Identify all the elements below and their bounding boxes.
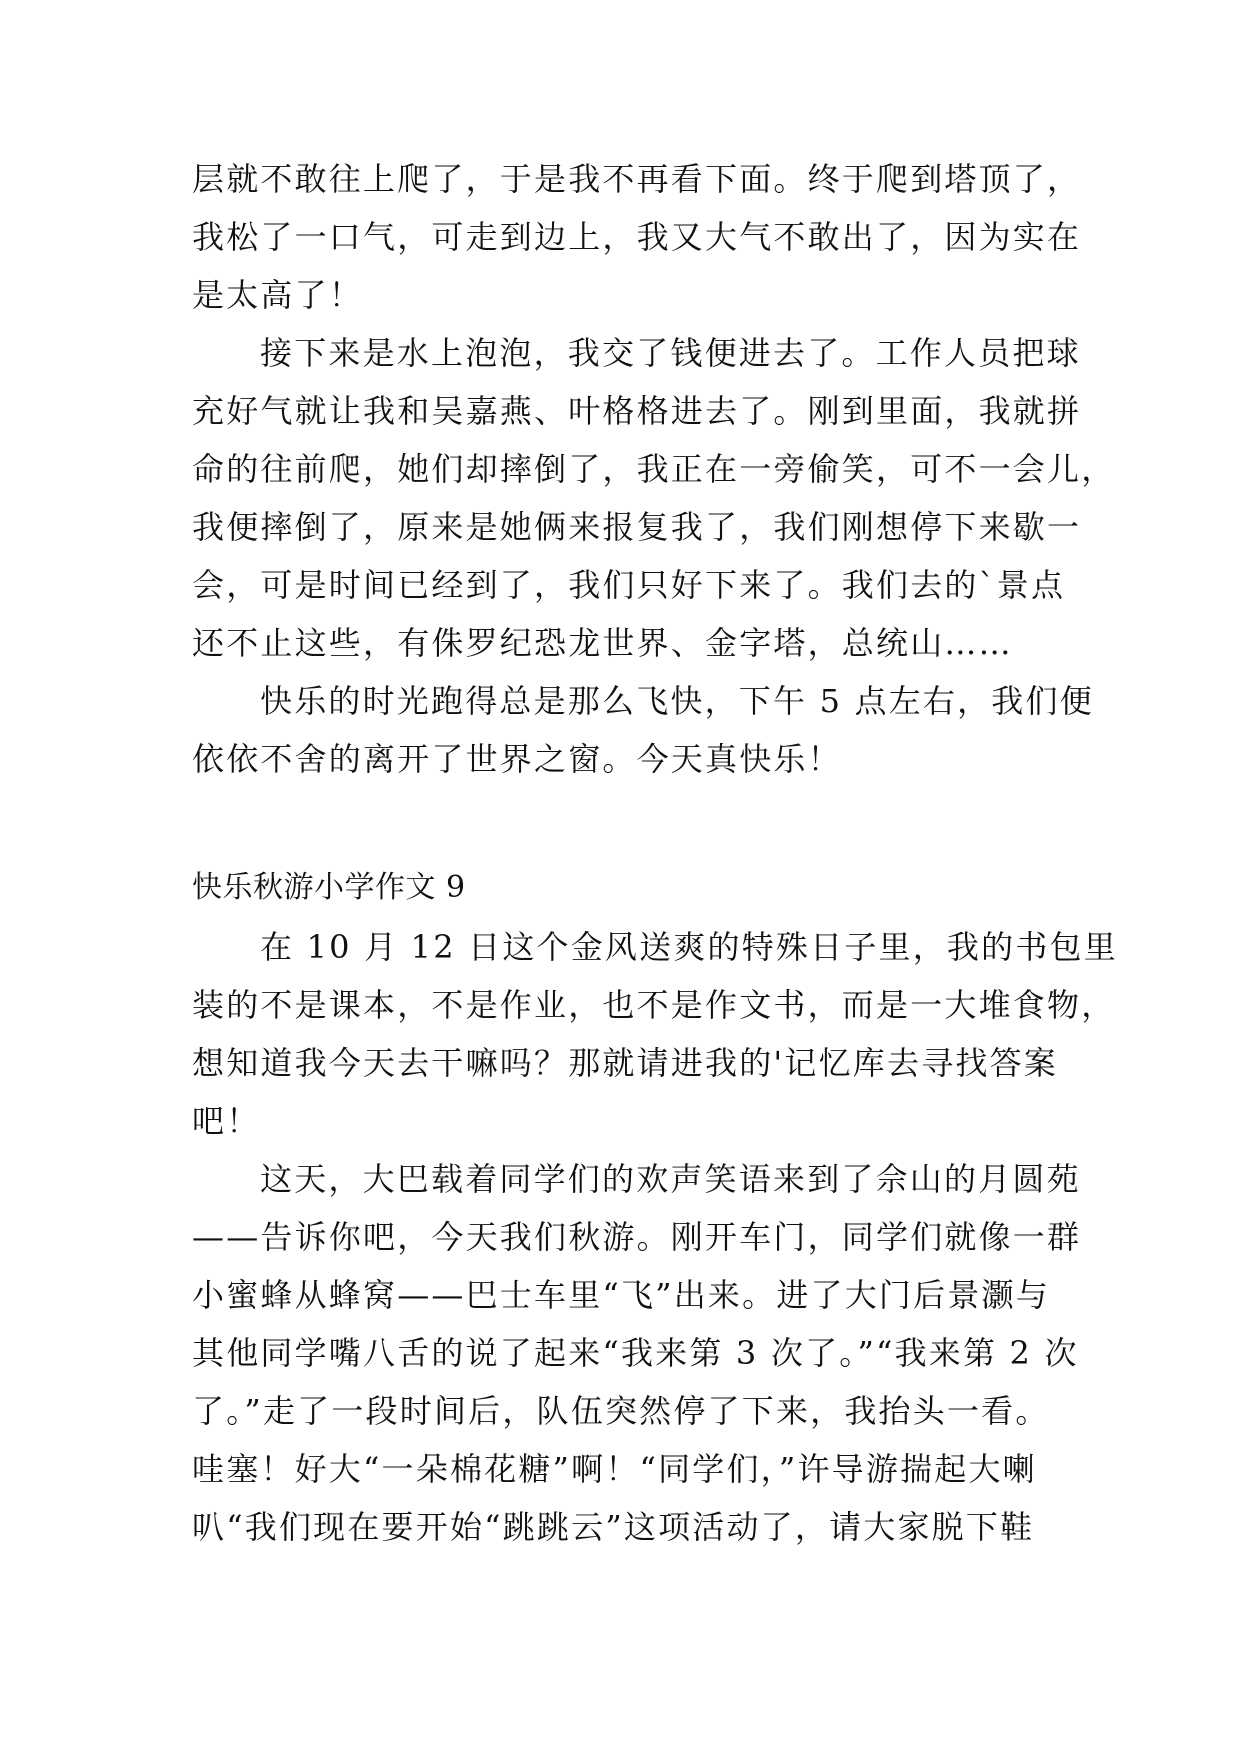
text-line: 层就不敢往上爬了，于是我不再看下面。终于爬到塔顶了， <box>192 160 1082 198</box>
section-title: 快乐秋游小学作文 9 <box>192 870 466 905</box>
text-line: 快乐的时光跑得总是那么飞快，下午 5 点左右，我们便 <box>260 682 1094 720</box>
text-line: 我便摔倒了，原来是她俩来报复我了，我们刚想停下来歇一 <box>192 508 1082 546</box>
text-line: 还不止这些，有侏罗纪恐龙世界、金字塔，总统山…… <box>192 624 1013 662</box>
section-spacer <box>192 788 1060 858</box>
paragraph-5 <box>192 1150 1082 1556</box>
text-line: 想知道我今天去干嘛吗？那就请进我的'记忆库去寻找答案 <box>192 1044 1058 1082</box>
text-line: ——告诉你吧，今天我们秋游。刚开车门，同学们就像一群 <box>192 1218 1082 1256</box>
text-line: 我松了一口气，可走到边上，我又大气不敢出了，因为实在 <box>192 218 1082 256</box>
text-line: 小蜜蜂从蜂窝——巴士车里“飞”出来。进了大门后景灏与 <box>192 1276 1050 1314</box>
text-line: 接下来是水上泡泡，我交了钱便进去了。工作人员把球 <box>260 334 1081 372</box>
text-line: 会，可是时间已经到了，我们只好下来了。我们去的`景点 <box>192 566 1066 604</box>
paragraph-4 <box>192 918 1118 1150</box>
document-page <box>192 150 1118 1556</box>
text-line: 叭“我们现在要开始“跳跳云”这项活动了，请大家脱下鞋 <box>192 1508 1035 1546</box>
text-line: 其他同学嘴八舌的说了起来“我来第 3 次了。”“我来第 2 次 <box>192 1334 1079 1372</box>
text-line: 了。”走了一段时间后，队伍突然停了下来，我抬头一看。 <box>192 1392 1050 1430</box>
text-line: 吧！ <box>192 1102 261 1140</box>
text-line: 充好气就让我和吴嘉燕、叶格格进去了。刚到里面，我就拼 <box>192 392 1082 430</box>
text-line: 这天，大巴载着同学们的欢声笑语来到了佘山的月圆苑 <box>260 1160 1081 1198</box>
paragraph-2 <box>192 324 1116 672</box>
paragraph-1 <box>192 150 1082 324</box>
text-line: 装的不是课本，不是作业，也不是作文书，而是一大堆食物， <box>192 986 1116 1024</box>
text-line: 命的往前爬，她们却摔倒了，我正在一旁偷笑，可不一会儿， <box>192 450 1116 488</box>
text-line: 在 10 月 12 日这个金风送爽的特殊日子里，我的书包里 <box>260 928 1118 966</box>
text-line: 哇塞！好大“一朵棉花糖”啊！“同学们，”许导游揣起大喇 <box>192 1450 1037 1488</box>
text-line: 是太高了！ <box>192 276 364 314</box>
text-line: 依依不舍的离开了世界之窗。今天真快乐！ <box>192 740 842 778</box>
paragraph-3 <box>192 672 1094 788</box>
